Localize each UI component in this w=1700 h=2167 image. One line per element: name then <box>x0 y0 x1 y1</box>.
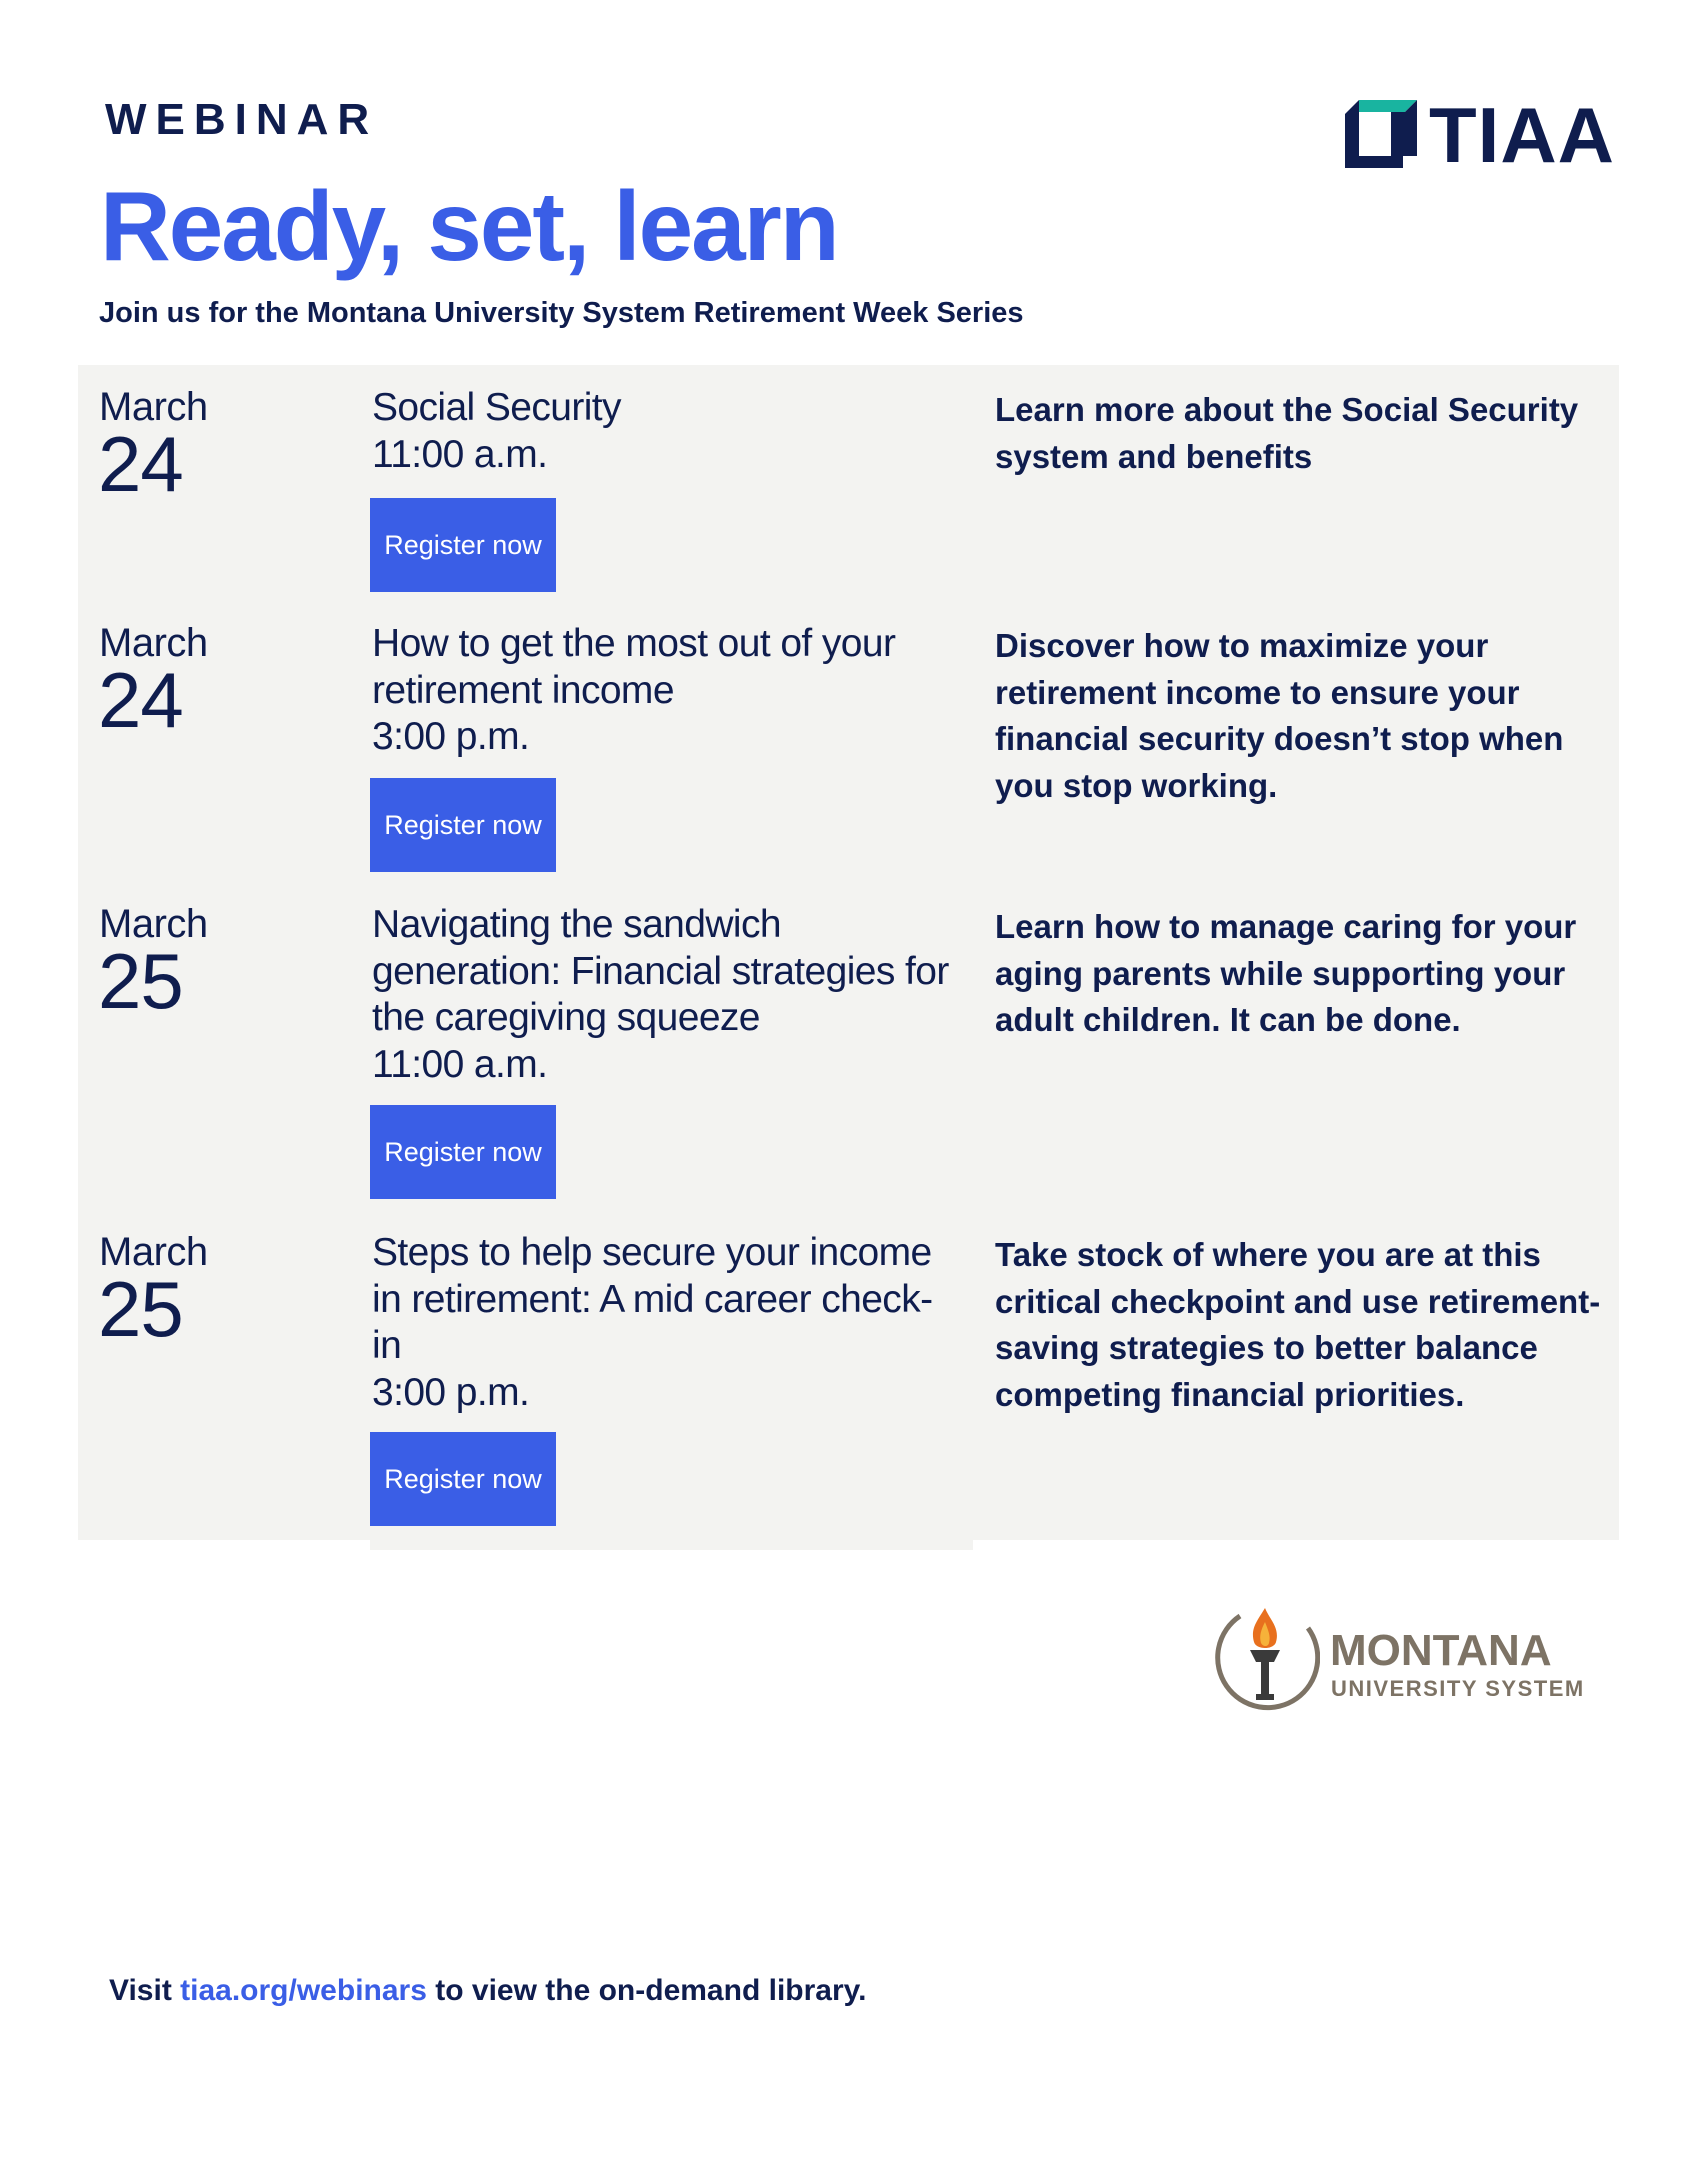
session-title: Social Security <box>372 386 621 429</box>
register-now-button[interactable]: Register now <box>370 498 556 592</box>
session-title-block <box>372 385 952 478</box>
session-month: March <box>99 621 208 665</box>
session-time: 3:00 p.m. <box>372 1370 530 1414</box>
page-subtitle: Join us for the Montana University System Retirement Week Series <box>99 297 1024 329</box>
panel-tail <box>370 1540 973 1550</box>
session-title-block <box>372 1230 952 1416</box>
session-day: 25 <box>98 937 183 1025</box>
tiaa-logo <box>1345 91 1615 179</box>
session-description: Discover how to maximize your retirement income to ensure your financial security doesn’t stop when you stop working. <box>995 627 1564 804</box>
footer-prefix: Visit <box>109 1974 172 2007</box>
eyebrow-label: WEBINAR <box>105 95 379 144</box>
webinars-link[interactable]: tiaa.org/webinars <box>180 1974 427 2007</box>
session-day: 24 <box>98 656 183 744</box>
session-title-block <box>372 621 952 761</box>
session-description: Learn more about the Social Security system and benefits <box>995 391 1579 475</box>
torch-icon <box>1210 1598 1320 1718</box>
session-day: 24 <box>98 420 183 508</box>
register-now-button[interactable]: Register now <box>370 1105 556 1199</box>
session-title: Navigating the sandwich generation: Financial strategies for the caregiving squeeze <box>372 903 949 1039</box>
session-description: Take stock of where you are at this critical checkpoint and use retirement-saving strategies to better balance competing financial priorities. <box>995 1236 1601 1413</box>
tiaa-mark-icon <box>1345 100 1417 168</box>
session-title: How to get the most out of your retirement income <box>372 622 896 712</box>
montana-university-system-logo <box>1210 1598 1600 1728</box>
session-day: 25 <box>98 1265 183 1353</box>
session-title-block <box>372 902 952 1088</box>
session-time: 11:00 a.m. <box>372 1042 548 1086</box>
session-time: 3:00 p.m. <box>372 715 530 758</box>
session-month: March <box>99 1230 208 1274</box>
session-month: March <box>99 385 208 429</box>
session-month: March <box>99 902 208 946</box>
sessions-panel <box>78 365 1619 1540</box>
footer-note <box>109 1974 866 2008</box>
register-now-button[interactable]: Register now <box>370 1432 556 1526</box>
partner-subname: UNIVERSITY SYSTEM <box>1331 1676 1585 1701</box>
session-description: Learn how to manage caring for your aging parents while supporting your adult children. It can be done. <box>995 908 1577 1038</box>
footer-suffix: to view the on-demand library. <box>435 1974 867 2007</box>
register-now-button[interactable]: Register now <box>370 778 556 872</box>
session-time: 11:00 a.m. <box>372 432 548 476</box>
tiaa-wordmark: TIAA <box>1429 91 1615 179</box>
session-title: Steps to help secure your income in retirement: A mid career check-in <box>372 1231 933 1367</box>
partner-name: MONTANA <box>1330 1626 1552 1675</box>
page-title: Ready, set, learn <box>100 171 838 281</box>
